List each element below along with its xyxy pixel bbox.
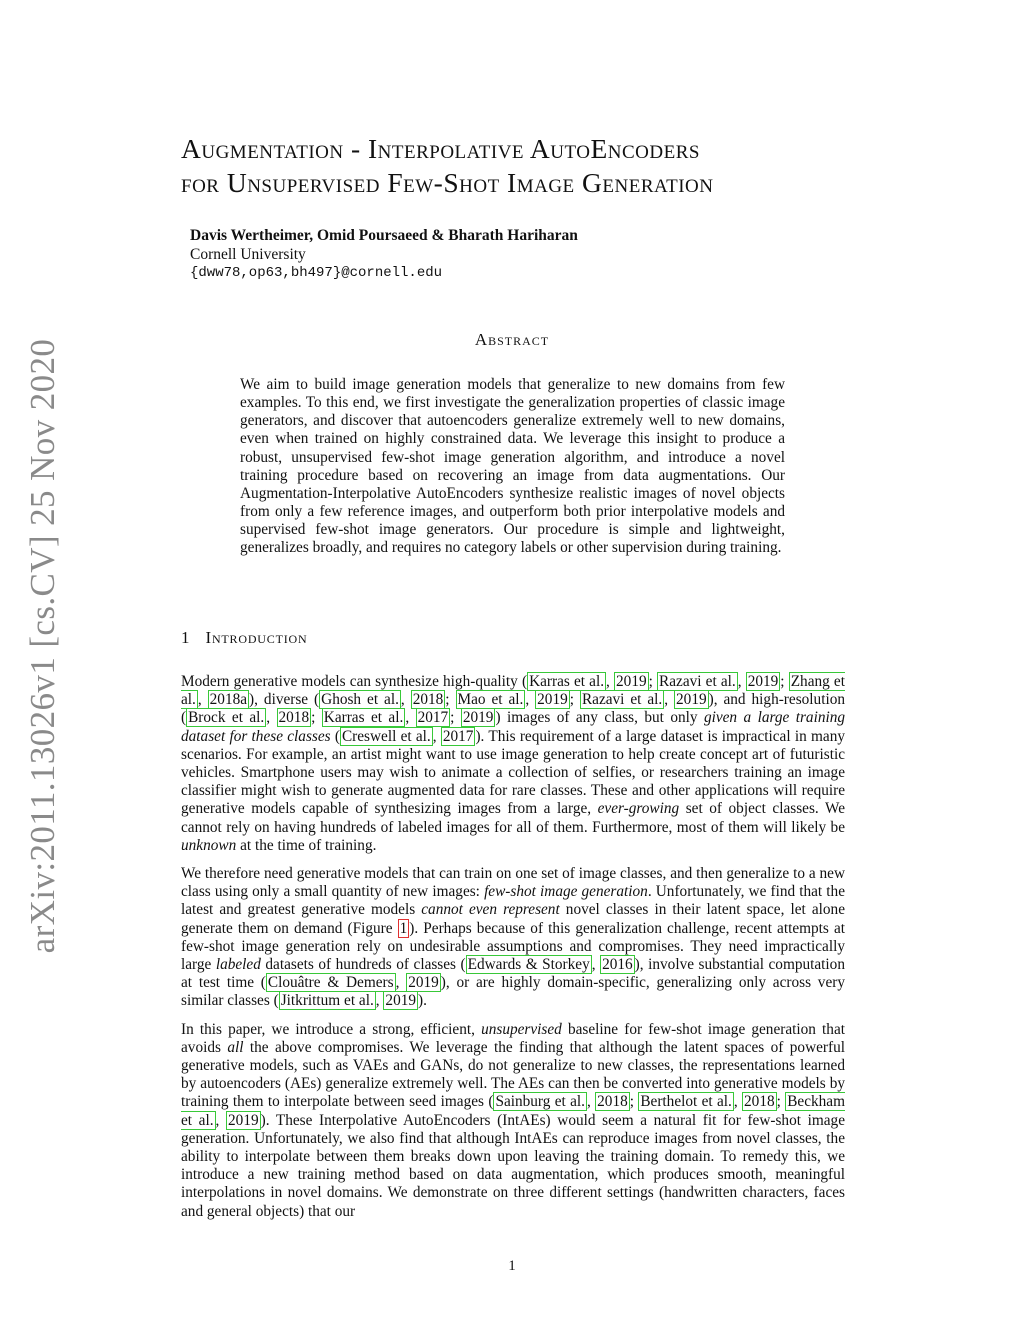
citation-link[interactable]: 2018 xyxy=(744,1093,775,1111)
citation-link[interactable]: Zhang et al. xyxy=(181,673,845,709)
paragraph: We therefore need generative models that can train on one set of image classes, and then generalize to a new class using only a small quantity of new images: few-shot image generation. Unfortunately, we find that the latest and greatest generative models cannot even represent novel classes in their latent space, let alone generate them on demand (Figure 1 ). Perhaps because of this generalization challenge, recent attempts at few-shot image generation rely on undesirable assumptions and compromises. They need impractically large labeled datasets of hundreds of classes ( Edwards & Storkey , 2016 ), involve substantial computation at test time ( Clouâtre & Demers , 2019 ), or are highly domain-specific, generalizing only across very similar classes ( Jitkrittum et al. , 2019 ). xyxy=(181,865,845,1010)
citation-link[interactable]: 2016 xyxy=(602,956,633,974)
citation-link[interactable]: Karras et al. xyxy=(323,709,404,727)
citation-link[interactable]: 2018 xyxy=(597,1093,628,1111)
citation-link[interactable]: 2017 xyxy=(442,727,474,745)
page-number: 1 xyxy=(508,1258,516,1274)
citation-link[interactable]: 2019 xyxy=(747,673,779,690)
author-email: {dww78,op63,bh497}@cornell.edu xyxy=(190,265,443,281)
paragraph: In this paper, we introduce a strong, efficient, unsupervised baseline for few-shot image generation that avoids all the above compromises. We leverage the finding that although the latent spaces of powerful generative models, such as VAEs and GANs, do not generalize to new classes, the representations learned by autoencoders (AEs) generalize extremely well. The AEs can then be converted into generative models by training them to interpolate between seed images ( Sainburg et al. , 2018 ; Berthelot et al. , 2018 ; Beckham et al. , 2019 ). These Interpolative AutoEncoders (IntAEs) would seem a natural fit for few-shot image generation. Unfortunately, we also find that although IntAEs can reproduce images from novel classes, the ability to interpolate between them breaks down upon leaving the training domain. To remedy this, we introduce a new training method based on data augmentation, which produces smooth, meaningful interpolations in novel domains. We demonstrate on three different settings (handwritten characters, faces and general objects) that our xyxy=(181,1020,845,1220)
paragraph: Modern generative models can synthesize high-quality ( Karras et al. , 2019 ; Razavi et al. , 2019 ; Zhang et al. , 2018a ), diverse ( Ghosh et al. , 2018 ; Mao et al. , 2019 ; Razavi et al. , 2019 ), and high-resolution ( Brock et al. , 2018 ; Karras et al. , 2017 ; 2019 ) images of any class, but only given a large training dataset for these classes ( Creswell et al. , 2017 ). This requirement of a large dataset is impractical in many scenarios. For example, an artist might want to use image generation to help create concept art of futuristic vehicles. Smartphone users may wish to animate a collection of selfies, or researchers training an image classifier might wish to generate augmented data for rare classes. These and other applications will require generative models capable of synthesizing images from a large, ever-growing set of object classes. We cannot rely on having hundreds of labeled images for all of them. Furthermore, most of them will likely be unknown at the time of training. xyxy=(181,673,846,854)
author-affiliation: Cornell University xyxy=(190,246,306,263)
arxiv-identifier: arXiv:2011.13026v1 [cs.CV] 25 Nov 2020 xyxy=(23,338,62,954)
citation-link[interactable]: 2019 xyxy=(228,1111,259,1129)
citation-link[interactable]: Brock et al. xyxy=(188,709,265,727)
citation-link[interactable]: Razavi et al. xyxy=(659,673,736,690)
citation-link[interactable]: 2018 xyxy=(412,691,444,709)
abstract-text: We aim to build image generation models that generalize to new domains from few examples. To this end, we first investigate the generalization properties of classic image generators, and discover that autoencoders generalize extremely well to new domains, even when trained on highly constrained data. We leverage this insight to produce a robust, unsupervised few-shot image generation algorithm, and introduce a novel training procedure based on recovering an image from data augmentations. Our Augmentation-Interpolative AutoEncoders synthesize realistic images of novel objects from only a few reference images, and outperform both prior interpolative models and supervised few-shot image generators. Our procedure is simple and lightweight, generalizes broadly, and requires no category labels or other supervision during training. xyxy=(240,376,785,557)
citation-link[interactable]: 2019 xyxy=(408,974,439,992)
author-names: Davis Wertheimer, Omid Poursaeed & Bharath Hariharan xyxy=(190,227,578,244)
paper-title xyxy=(181,132,861,200)
citation-link[interactable]: 2017 xyxy=(417,709,449,727)
citation-link[interactable]: Creswell et al. xyxy=(341,727,431,745)
citation-link[interactable]: Mao et al. xyxy=(457,691,524,709)
citation-link[interactable]: Razavi et al. xyxy=(581,691,663,709)
citation-link[interactable]: Edwards & Storkey xyxy=(467,956,590,974)
section-title: Introduction xyxy=(205,628,308,647)
citation-link[interactable]: Ghosh et al. xyxy=(321,691,399,709)
author-block xyxy=(190,226,578,283)
citation-link[interactable]: 2018 xyxy=(278,709,310,727)
title-line-2: for Unsupervised Few-Shot Image Generation xyxy=(181,167,714,198)
citation-link[interactable]: 2019 xyxy=(537,691,568,709)
citation-link[interactable]: Clouâtre & Demers xyxy=(267,974,394,992)
citation-link[interactable]: Sainburg et al. xyxy=(495,1093,585,1111)
arxiv-stamp xyxy=(18,338,68,954)
citation-link[interactable]: Karras et al. xyxy=(529,673,605,690)
title-line-1: Augmentation - Interpolative AutoEncoders xyxy=(181,133,700,164)
citation-link[interactable]: Beckham et al. xyxy=(181,1093,845,1129)
citation-link[interactable]: 2019 xyxy=(385,992,417,1010)
citation-link[interactable]: 2019 xyxy=(616,673,647,690)
citation-link[interactable]: 2019 xyxy=(676,691,707,709)
section-number: 1 xyxy=(181,628,190,647)
citation-link[interactable]: Jitkrittum et al. xyxy=(280,992,374,1010)
citation-link[interactable]: 2019 xyxy=(462,709,494,727)
introduction-body xyxy=(181,673,845,1231)
citation-link[interactable]: Berthelot et al. xyxy=(640,1093,732,1111)
figure-ref-link[interactable]: 1 xyxy=(399,919,408,937)
citation-link[interactable]: 2018a xyxy=(209,691,248,709)
abstract-heading: Abstract xyxy=(474,330,550,349)
section-heading xyxy=(181,628,307,648)
